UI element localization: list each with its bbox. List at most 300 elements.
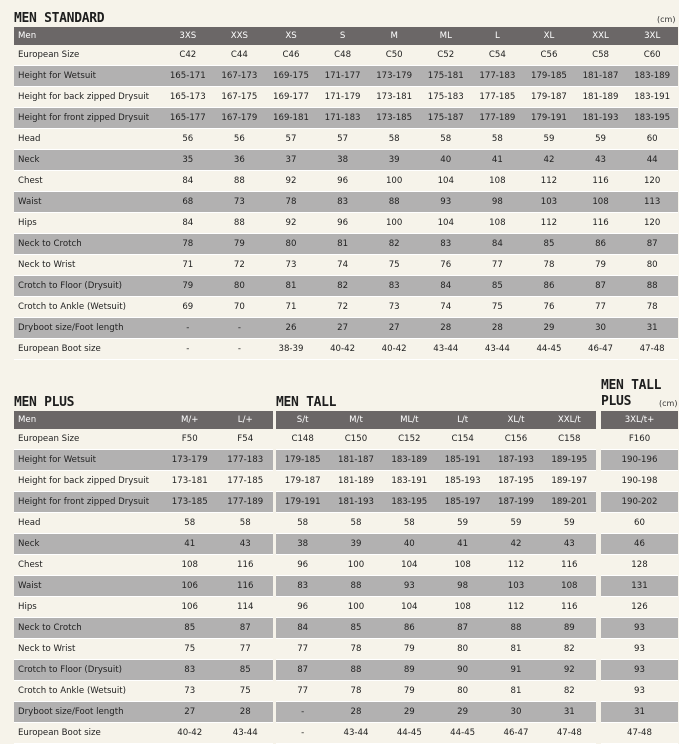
measurement-value: 84 <box>276 618 329 639</box>
table-row <box>276 723 596 744</box>
measurement-value: 177-185 <box>218 471 274 492</box>
measurement-label: Neck to Wrist <box>14 255 162 276</box>
measurement-value: 131 <box>601 576 678 597</box>
measurement-value: 79 <box>575 255 627 276</box>
men-standard-table <box>14 27 678 360</box>
measurement-value: 31 <box>543 702 596 723</box>
measurement-value: 177-183 <box>472 66 524 87</box>
table-row <box>276 702 596 723</box>
measurement-value: 189-197 <box>543 471 596 492</box>
size-header-cell: M/t <box>329 411 382 429</box>
measurement-value: 81 <box>317 234 369 255</box>
measurement-label: European Boot size <box>14 339 162 360</box>
measurement-label: Chest <box>14 555 162 576</box>
measurement-value: 58 <box>218 513 274 534</box>
table-row <box>14 450 273 471</box>
measurement-label: European Size <box>14 45 162 66</box>
measurement-value: C152 <box>383 429 436 450</box>
measurement-value: 56 <box>214 129 266 150</box>
measurement-value: 43-44 <box>329 723 382 744</box>
measurement-value: 183-189 <box>383 450 436 471</box>
size-header-cell: M/+ <box>162 411 218 429</box>
measurement-value: 116 <box>218 555 274 576</box>
measurement-value: 44-45 <box>523 339 575 360</box>
measurement-value: - <box>276 723 329 744</box>
table-row <box>601 576 678 597</box>
measurement-value: 96 <box>276 597 329 618</box>
measurement-value: 80 <box>436 681 489 702</box>
table-row <box>276 660 596 681</box>
measurement-value: 79 <box>214 234 266 255</box>
measurement-value: C58 <box>575 45 627 66</box>
measurement-value: 106 <box>162 576 218 597</box>
table-row <box>601 492 678 513</box>
measurement-value: 58 <box>368 129 420 150</box>
size-header-cell: XXS <box>214 27 266 45</box>
measurement-value: C52 <box>420 45 472 66</box>
size-header-cell: M <box>368 27 420 45</box>
measurement-value: 79 <box>383 681 436 702</box>
measurement-value: 77 <box>218 639 274 660</box>
measurement-value: 77 <box>276 639 329 660</box>
measurement-label: Head <box>14 513 162 534</box>
measurement-value: 92 <box>543 660 596 681</box>
measurement-value: 181-187 <box>329 450 382 471</box>
measurement-value: 79 <box>383 639 436 660</box>
measurement-value: C50 <box>368 45 420 66</box>
measurement-value: 177-183 <box>218 450 274 471</box>
table-row <box>14 723 273 744</box>
measurement-value: 73 <box>265 255 317 276</box>
measurement-value: 89 <box>543 618 596 639</box>
measurement-value: 84 <box>162 213 214 234</box>
table-row <box>601 618 678 639</box>
measurement-value: 87 <box>575 276 627 297</box>
measurement-value: 175-181 <box>420 66 472 87</box>
table-row <box>276 576 596 597</box>
measurement-value: 116 <box>543 597 596 618</box>
measurement-value: 181-193 <box>329 492 382 513</box>
measurement-value: 169-177 <box>265 87 317 108</box>
measurement-value: 112 <box>489 555 542 576</box>
measurement-value: 82 <box>543 639 596 660</box>
measurement-value: C154 <box>436 429 489 450</box>
size-header-cell: ML/t <box>383 411 436 429</box>
measurement-value: 87 <box>626 234 678 255</box>
measurement-value: 108 <box>436 555 489 576</box>
measurement-value: 179-185 <box>523 66 575 87</box>
measurement-value: 43-44 <box>218 723 274 744</box>
measurement-value: 81 <box>489 681 542 702</box>
size-header-cell: S/t <box>276 411 329 429</box>
table-row <box>276 639 596 660</box>
table-row <box>14 597 273 618</box>
measurement-value: 108 <box>472 213 524 234</box>
measurement-value: 183-195 <box>626 108 678 129</box>
table-row <box>601 534 678 555</box>
size-header-cell: S <box>317 27 369 45</box>
measurement-value: 93 <box>601 639 678 660</box>
header-row <box>14 411 273 429</box>
measurement-value: 40 <box>383 534 436 555</box>
header-row <box>14 27 678 45</box>
measurement-value: 60 <box>601 513 678 534</box>
measurement-value: 27 <box>162 702 218 723</box>
measurement-label: Height for Wetsuit <box>14 66 162 87</box>
table-row <box>14 297 678 318</box>
measurement-value: 183-195 <box>383 492 436 513</box>
table-row <box>601 681 678 702</box>
measurement-value: 59 <box>543 513 596 534</box>
measurement-value: 38 <box>317 150 369 171</box>
measurement-value: 43 <box>543 534 596 555</box>
measurement-label: Height for Wetsuit <box>14 450 162 471</box>
table-row <box>14 429 273 450</box>
measurement-value: 185-191 <box>436 450 489 471</box>
measurement-value: 85 <box>218 660 274 681</box>
measurement-label: Height for front zipped Drysuit <box>14 108 162 129</box>
measurement-value: 72 <box>214 255 266 276</box>
measurement-value: 46-47 <box>489 723 542 744</box>
measurement-value: 100 <box>329 597 382 618</box>
measurement-value: 106 <box>162 597 218 618</box>
measurement-value: C44 <box>214 45 266 66</box>
measurement-value: 41 <box>436 534 489 555</box>
table-row <box>601 450 678 471</box>
measurement-value: 29 <box>436 702 489 723</box>
measurement-value: 78 <box>626 297 678 318</box>
table-row <box>14 618 273 639</box>
men-plus-table <box>14 411 273 744</box>
measurement-value: 91 <box>489 660 542 681</box>
measurement-value: 77 <box>575 297 627 318</box>
measurement-value: 58 <box>472 129 524 150</box>
measurement-value: 78 <box>523 255 575 276</box>
measurement-value: 183-191 <box>626 87 678 108</box>
measurement-value: 100 <box>329 555 382 576</box>
table-row <box>14 471 273 492</box>
men-tall-title: MEN TALL <box>276 395 337 410</box>
measurement-value: 83 <box>317 192 369 213</box>
table-row <box>601 723 678 744</box>
measurement-value: 165-173 <box>162 87 214 108</box>
measurement-value: 75 <box>218 681 274 702</box>
measurement-value: 58 <box>162 513 218 534</box>
measurement-value: 112 <box>523 213 575 234</box>
measurement-value: 177-189 <box>472 108 524 129</box>
measurement-value: C156 <box>489 429 542 450</box>
measurement-value: 181-193 <box>575 108 627 129</box>
table-row <box>601 639 678 660</box>
measurement-value: 42 <box>523 150 575 171</box>
table-row <box>14 702 273 723</box>
measurement-value: 88 <box>214 171 266 192</box>
measurement-value: 86 <box>575 234 627 255</box>
measurement-value: 84 <box>472 234 524 255</box>
measurement-label: Chest <box>14 171 162 192</box>
measurement-value: 44-45 <box>436 723 489 744</box>
measurement-value: 113 <box>626 192 678 213</box>
measurement-value: 177-185 <box>472 87 524 108</box>
measurement-value: 31 <box>601 702 678 723</box>
measurement-value: 187-199 <box>489 492 542 513</box>
measurement-value: 179-185 <box>276 450 329 471</box>
measurement-value: 98 <box>436 576 489 597</box>
measurement-value: 98 <box>472 192 524 213</box>
measurement-value: 87 <box>218 618 274 639</box>
header-row <box>276 411 596 429</box>
measurement-value: 38-39 <box>265 339 317 360</box>
measurement-value: 47-48 <box>626 339 678 360</box>
measurement-value: 26 <box>265 318 317 339</box>
measurement-value: 93 <box>601 660 678 681</box>
measurement-value: 93 <box>601 681 678 702</box>
measurement-value: 73 <box>214 192 266 213</box>
header-row <box>601 411 678 429</box>
measurement-value: 187-195 <box>489 471 542 492</box>
measurement-value: 104 <box>383 597 436 618</box>
size-header-cell: XL <box>523 27 575 45</box>
measurement-value: 42 <box>489 534 542 555</box>
table-row <box>276 618 596 639</box>
measurement-value: 59 <box>575 129 627 150</box>
measurement-value: - <box>214 318 266 339</box>
measurement-value: 169-175 <box>265 66 317 87</box>
measurement-value: 86 <box>523 276 575 297</box>
measurement-value: 78 <box>162 234 214 255</box>
measurement-value: 88 <box>626 276 678 297</box>
measurement-value: C150 <box>329 429 382 450</box>
table-row <box>14 639 273 660</box>
table-row <box>601 555 678 576</box>
table-row <box>601 702 678 723</box>
table-row <box>601 597 678 618</box>
table-row <box>276 492 596 513</box>
table-row <box>14 255 678 276</box>
measurement-value: 41 <box>472 150 524 171</box>
measurement-value: 28 <box>329 702 382 723</box>
measurement-value: 85 <box>329 618 382 639</box>
measurement-value: 116 <box>218 576 274 597</box>
header-label-cell: Men <box>14 27 162 45</box>
size-header-cell: L/t <box>436 411 489 429</box>
measurement-value: 57 <box>265 129 317 150</box>
measurement-value: 40-42 <box>368 339 420 360</box>
measurement-value: 96 <box>317 171 369 192</box>
measurement-value: 190-196 <box>601 450 678 471</box>
measurement-value: 171-179 <box>317 87 369 108</box>
measurement-value: 104 <box>383 555 436 576</box>
table-row <box>276 513 596 534</box>
table-row <box>14 129 678 150</box>
measurement-value: 46 <box>601 534 678 555</box>
measurement-value: 88 <box>489 618 542 639</box>
measurement-value: 37 <box>265 150 317 171</box>
measurement-value: 27 <box>368 318 420 339</box>
size-header-cell: XXL/t <box>543 411 596 429</box>
table-row <box>14 660 273 681</box>
measurement-value: 173-179 <box>162 450 218 471</box>
measurement-value: 112 <box>489 597 542 618</box>
unit-label-tall-plus: (cm) <box>659 399 678 408</box>
measurement-value: 57 <box>317 129 369 150</box>
measurement-value: 39 <box>329 534 382 555</box>
measurement-label: Hips <box>14 213 162 234</box>
measurement-value: 30 <box>575 318 627 339</box>
measurement-value: 116 <box>575 213 627 234</box>
measurement-value: 27 <box>317 318 369 339</box>
measurement-label: Neck to Crotch <box>14 234 162 255</box>
measurement-value: 76 <box>420 255 472 276</box>
measurement-value: F50 <box>162 429 218 450</box>
measurement-value: 175-187 <box>420 108 472 129</box>
measurement-value: 83 <box>276 576 329 597</box>
measurement-label: Neck to Crotch <box>14 618 162 639</box>
measurement-value: 85 <box>472 276 524 297</box>
measurement-value: 190-198 <box>601 471 678 492</box>
measurement-value: 75 <box>472 297 524 318</box>
measurement-label: Hips <box>14 597 162 618</box>
table-row <box>14 192 678 213</box>
table-row <box>14 318 678 339</box>
size-header-cell: L/+ <box>218 411 274 429</box>
table-row <box>601 660 678 681</box>
measurement-value: 60 <box>626 129 678 150</box>
measurement-value: 78 <box>265 192 317 213</box>
measurement-value: 83 <box>162 660 218 681</box>
measurement-value: 93 <box>420 192 472 213</box>
measurement-label: Dryboot size/Foot length <box>14 318 162 339</box>
measurement-value: 70 <box>214 297 266 318</box>
table-row <box>14 150 678 171</box>
measurement-value: 85 <box>523 234 575 255</box>
measurement-value: 181-187 <box>575 66 627 87</box>
measurement-value: 44-45 <box>383 723 436 744</box>
measurement-value: 73 <box>162 681 218 702</box>
measurement-value: 183-189 <box>626 66 678 87</box>
measurement-label: Neck <box>14 150 162 171</box>
measurement-value: 179-187 <box>523 87 575 108</box>
measurement-value: 96 <box>276 555 329 576</box>
measurement-value: 76 <box>523 297 575 318</box>
measurement-value: 114 <box>218 597 274 618</box>
measurement-value: 126 <box>601 597 678 618</box>
table-row <box>14 87 678 108</box>
table-row <box>14 555 273 576</box>
measurement-value: 88 <box>368 192 420 213</box>
men-plus-title: MEN PLUS <box>14 395 75 410</box>
measurement-value: 75 <box>368 255 420 276</box>
measurement-value: - <box>214 339 266 360</box>
measurement-value: 179-191 <box>523 108 575 129</box>
table-row <box>14 234 678 255</box>
table-row <box>14 45 678 66</box>
measurement-value: 68 <box>162 192 214 213</box>
measurement-label: Height for front zipped Drysuit <box>14 492 162 513</box>
measurement-value: 80 <box>436 639 489 660</box>
measurement-value: 71 <box>162 255 214 276</box>
measurement-value: 173-185 <box>162 492 218 513</box>
measurement-value: 173-181 <box>368 87 420 108</box>
measurement-value: 165-171 <box>162 66 214 87</box>
measurement-label: Waist <box>14 576 162 597</box>
measurement-value: 29 <box>523 318 575 339</box>
measurement-label: Crotch to Floor (Drysuit) <box>14 276 162 297</box>
measurement-label: Crotch to Ankle (Wetsuit) <box>14 297 162 318</box>
measurement-value: 73 <box>368 297 420 318</box>
measurement-label: Height for back zipped Drysuit <box>14 471 162 492</box>
measurement-value: 104 <box>420 171 472 192</box>
measurement-value: C54 <box>472 45 524 66</box>
measurement-label: European Size <box>14 429 162 450</box>
measurement-value: 167-179 <box>214 108 266 129</box>
measurement-value: 169-181 <box>265 108 317 129</box>
measurement-value: 46-47 <box>575 339 627 360</box>
measurement-value: 92 <box>265 213 317 234</box>
measurement-value: 43-44 <box>420 339 472 360</box>
table-row <box>14 576 273 597</box>
table-row <box>14 513 273 534</box>
measurement-value: 93 <box>383 576 436 597</box>
measurement-value: 120 <box>626 171 678 192</box>
measurement-value: 39 <box>368 150 420 171</box>
table-row <box>14 276 678 297</box>
measurement-value: 88 <box>329 576 382 597</box>
header-label-cell: Men <box>14 411 162 429</box>
measurement-value: 81 <box>489 639 542 660</box>
measurement-value: 116 <box>575 171 627 192</box>
measurement-label: Neck to Wrist <box>14 639 162 660</box>
measurement-value: C56 <box>523 45 575 66</box>
measurement-value: 93 <box>601 618 678 639</box>
measurement-value: 84 <box>420 276 472 297</box>
measurement-value: 38 <box>276 534 329 555</box>
measurement-value: - <box>276 702 329 723</box>
measurement-value: 108 <box>575 192 627 213</box>
measurement-value: 80 <box>626 255 678 276</box>
men-tall-plus-title-line1: MEN TALL <box>601 378 662 393</box>
measurement-value: 92 <box>265 171 317 192</box>
size-header-cell: 3XS <box>162 27 214 45</box>
measurement-value: 83 <box>420 234 472 255</box>
measurement-value: F54 <box>218 429 274 450</box>
measurement-value: 82 <box>317 276 369 297</box>
measurement-value: 29 <box>383 702 436 723</box>
measurement-value: 69 <box>162 297 214 318</box>
men-tall-table <box>276 411 596 744</box>
measurement-label: European Boot size <box>14 723 162 744</box>
measurement-value: 30 <box>489 702 542 723</box>
table-row <box>14 171 678 192</box>
measurement-value: 167-173 <box>214 66 266 87</box>
measurement-value: 87 <box>276 660 329 681</box>
table-row <box>601 513 678 534</box>
measurement-value: 116 <box>543 555 596 576</box>
table-row <box>14 66 678 87</box>
measurement-value: 90 <box>436 660 489 681</box>
size-header-cell: ML <box>420 27 472 45</box>
measurement-value: 88 <box>329 660 382 681</box>
table-row <box>276 471 596 492</box>
table-row <box>276 681 596 702</box>
measurement-value: C158 <box>543 429 596 450</box>
measurement-value: 59 <box>489 513 542 534</box>
measurement-value: 74 <box>317 255 369 276</box>
measurement-value: 81 <box>265 276 317 297</box>
measurement-value: 59 <box>436 513 489 534</box>
measurement-value: 58 <box>276 513 329 534</box>
measurement-value: 100 <box>368 171 420 192</box>
